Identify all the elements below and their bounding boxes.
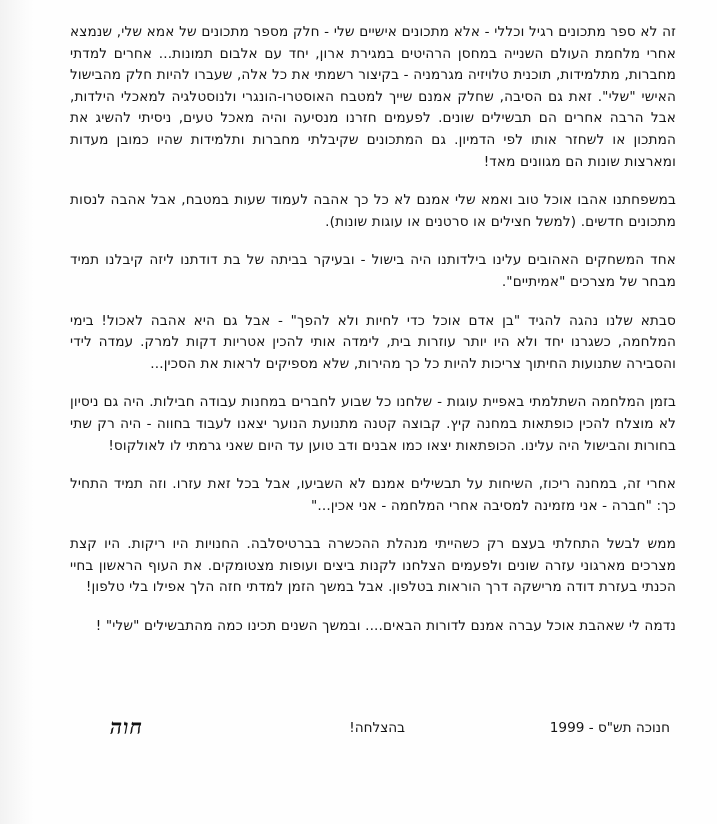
paragraph-childhood-games: אחד המשחקים האהובים עלינו בילדותנו היה בישול - ובעיקר בביתה של בת דודתנו ליזה קיבלנו תמיד מבחר של מצרכים "אמיתיים".: [70, 252, 676, 290]
paragraph-closing: נדמה לי שאהבת אוכל עברה אמנם לדורות הבאים.... ובמשך השנים תכינו כמה מהתבשילים "שלי" !: [95, 618, 676, 635]
paragraph-family: במשפחתנו אהבו אוכל טוב ואמא שלי אמנם לא כל כך אהבה לעמוד שעות במטבח, אבל אהבה לנסות מתכונים חדשים. (למשל חצילים או סרטנים או עוגות שונות).: [70, 192, 676, 230]
paragraph-bratislava: ממש לבשל התחלתי בעצם רק כשהייתי מנהלת ההכשרה בברטיסלבה. החנויות היו ריקות. היו קצת מצרכים מארגוני עזרה שונים ולפעמים הצלחנו לקנות ביצים ועופות מצטומקים. את העוף הראשון בחיי הכנתי בעזרת דודה מרישקה דרך הוראות בטלפון. אבל במשך הזמן למדתי חזה הלך אפילו בלי טלפון!: [70, 536, 676, 596]
document-footer: [110, 714, 670, 742]
handwritten-signature: חוה: [110, 714, 143, 739]
paragraph-intro: זה לא ספר מתכונים רגיל וכללי - אלא מתכונים אישיים שלי - חלק מספר מתכונים של אמא שלי, שנמצא אחרי מלחמת העולם השנייה במחסן הרהיטים במגירת ארון, יחד עם אלבום תמונות... אחרים למדתי מחברות, מתלמידות, תוכנית טלויזיה מגרמניה - בקיצור רשמתי את כל אלה, שעברו להיות חלק מהבישול האישי "שלי". זאת גם הסיבה, שחלק אמנם שייך למטבח האוסטרו-הונגרי ולנוסטלגיה למאכלי הילדות, אבל הרבה אחרים הם תבשילים שונים. לפעמים חזרנו מנסיעה והיה מאכל טעים, ניסיתי להשיג את המתכון או לשחזר אותו לפי הדמיון. גם המתכונים שקיבלתי מחברות ותלמידות שהיו כמובן מעדות ומארצות שונות הם מגוונים מאד!: [70, 24, 676, 170]
paragraph-war-baking: בזמן המלחמה השתלמתי באפיית עוגות - שלחנו כל שבוע לחברים במחנות עבודה חבילות. היה גם ניסיון לא מוצלח להכין כופתאות במחנה קיץ. קבוצה קטנה מתנועת הנוער יצאנו לעבוד בחווה - היה רק שתי בחורות והבישול היה עלינו. הכופתאות יצאו כמו אבנים ודב טוען עד היום שאני גרמתי לו לאולקוס!: [70, 394, 676, 454]
paragraph-camp: אחרי זה, במחנה ריכוז, השיחות על תבשילים אמנם לא השביעו, אבל בכל זאת עזרו. וזה תמיד התחיל כך: "חברה - אני מזמינה למסיבה אחרי המלחמה - אני אכין...": [70, 476, 676, 514]
document-body: [70, 22, 676, 652]
paragraph-grandmother: סבתא שלנו נהגה להגיד "בן אדם אוכל כדי לחיות ולא להפך" - אבל גם היא אהבה לאכול! בימי המלחמה, כשגרנו יחד ולא היו יותר עוזרות בית, לימדה אותי להכין אטריות דקות למרק. עמדה לידי והסבירה שתנועות החיתוך צריכות להיות כל כך מהירות, שלא מספיקים לראות את הסכין...: [70, 312, 676, 372]
scan-shadow: [0, 0, 34, 824]
footer-good-luck: בהצלחה!: [349, 720, 405, 736]
footer-date: חנוכה תש"ס - 1999: [549, 720, 670, 736]
